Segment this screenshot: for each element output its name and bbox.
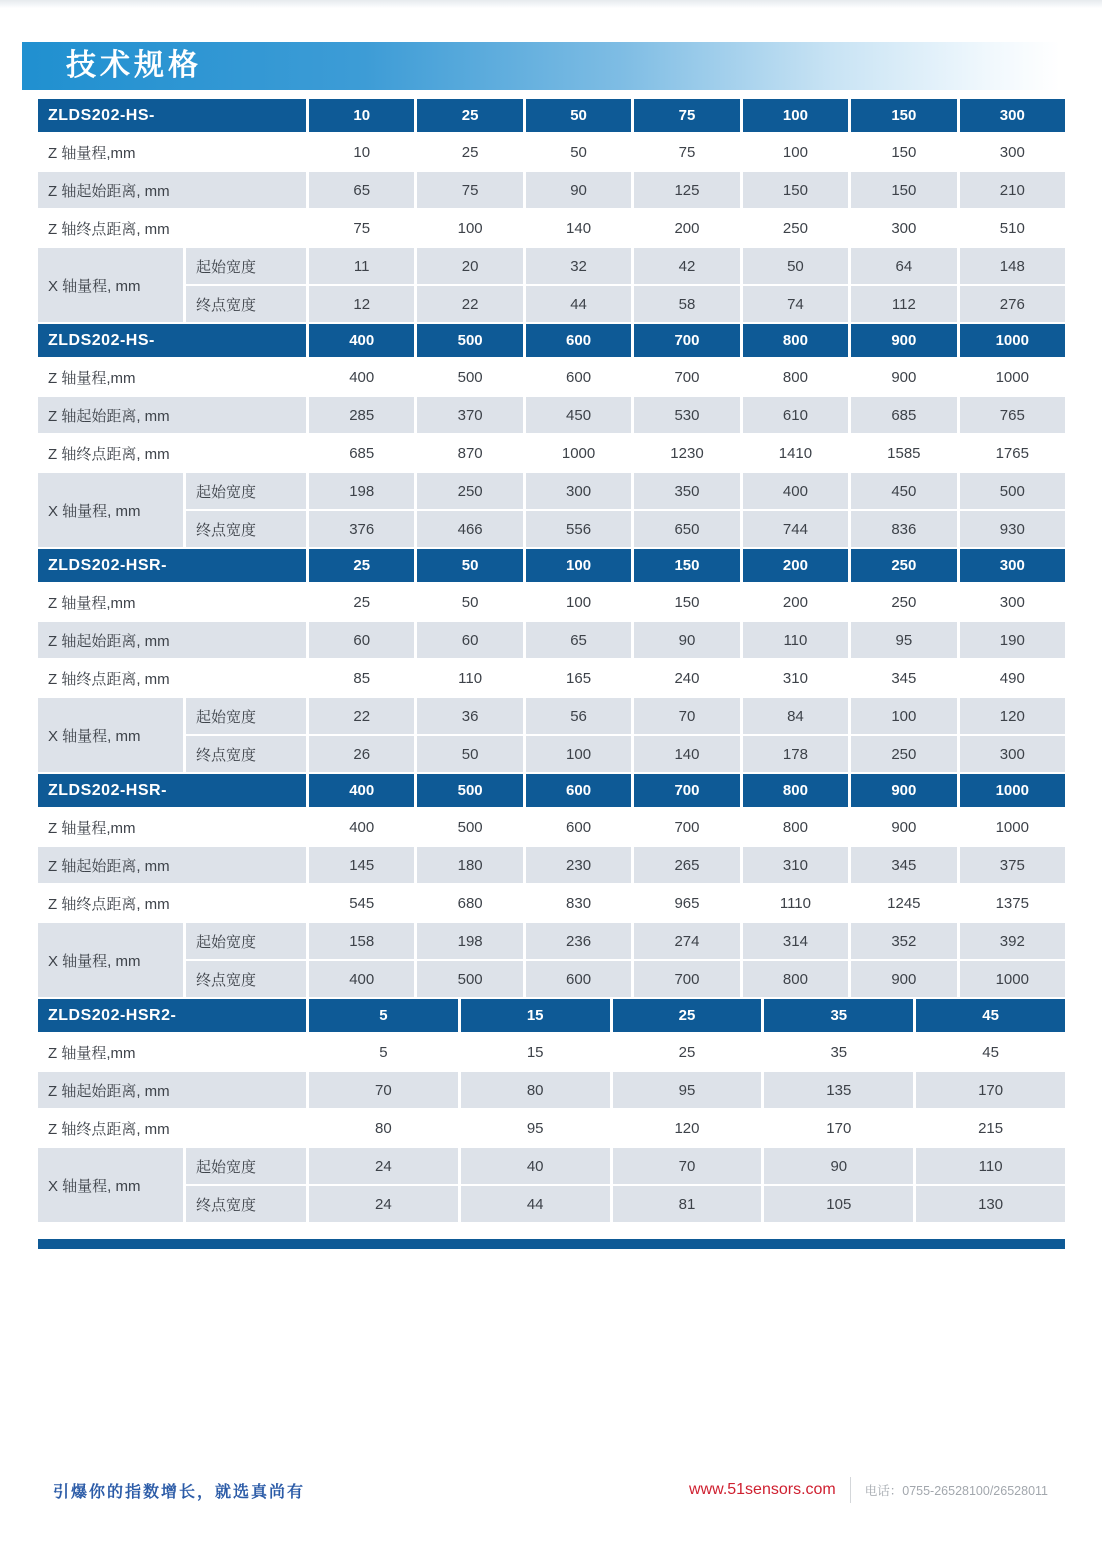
column-header: 200 bbox=[743, 549, 848, 582]
spec-table-section-1 bbox=[38, 99, 1065, 322]
table-cell: 100 bbox=[457, 219, 483, 237]
row-label-x-range: X 轴量程, mm bbox=[38, 923, 183, 997]
table-cell: 5 bbox=[379, 1043, 388, 1061]
table-cell: 965 bbox=[674, 894, 700, 912]
table-cell: 500 bbox=[457, 818, 483, 836]
column-header: 35 bbox=[764, 999, 913, 1032]
table-cell: 556 bbox=[526, 511, 631, 547]
table-cell: 400 bbox=[349, 818, 375, 836]
table-cell: 110 bbox=[458, 669, 483, 687]
bottom-divider-bar bbox=[38, 1239, 1065, 1249]
table-cell: 1110 bbox=[779, 894, 811, 912]
column-header: 100 bbox=[526, 549, 631, 582]
row-label: Z 轴起始距离, mm bbox=[38, 397, 306, 433]
table-cell: 236 bbox=[526, 923, 631, 959]
row-label: Z 轴终点距离, mm bbox=[48, 445, 170, 463]
table-cell: 150 bbox=[674, 593, 700, 611]
model-header: ZLDS202-HSR2- bbox=[38, 999, 306, 1032]
table-cell: 250 bbox=[891, 593, 917, 611]
table-cell: 130 bbox=[916, 1186, 1065, 1222]
column-header: 150 bbox=[851, 99, 956, 132]
table-cell: 15 bbox=[526, 1043, 544, 1061]
column-header: 800 bbox=[743, 324, 848, 357]
table-cell: 610 bbox=[743, 397, 848, 433]
table-cell: 44 bbox=[526, 286, 631, 322]
table-cell: 81 bbox=[613, 1186, 762, 1222]
row-label-x-range: X 轴量程, mm bbox=[38, 473, 183, 547]
table-cell: 70 bbox=[309, 1072, 458, 1108]
table-cell: 110 bbox=[743, 622, 848, 658]
row-label: Z 轴量程,mm bbox=[48, 594, 136, 612]
table-cell: 400 bbox=[743, 473, 848, 509]
row-label-x-range: X 轴量程, mm bbox=[38, 698, 183, 772]
table-cell: 836 bbox=[851, 511, 956, 547]
row-label-x-range: X 轴量程, mm bbox=[38, 248, 183, 322]
table-cell: 500 bbox=[457, 368, 483, 386]
table-cell: 75 bbox=[678, 143, 696, 161]
table-cell: 120 bbox=[674, 1119, 700, 1137]
sub-row-label: 终点宽度 bbox=[186, 1186, 306, 1222]
title-banner bbox=[22, 42, 1060, 90]
table-cell: 150 bbox=[891, 143, 917, 161]
table-cell: 165 bbox=[566, 669, 592, 687]
table-cell: 158 bbox=[309, 923, 414, 959]
column-header: 600 bbox=[526, 774, 631, 807]
table-cell: 45 bbox=[982, 1043, 999, 1061]
table-cell: 198 bbox=[417, 923, 522, 959]
table-cell: 800 bbox=[743, 961, 848, 997]
table-cell: 25 bbox=[461, 143, 479, 161]
table-cell: 744 bbox=[743, 511, 848, 547]
table-cell: 24 bbox=[309, 1148, 458, 1184]
column-header: 300 bbox=[960, 549, 1065, 582]
table-cell: 85 bbox=[353, 669, 371, 687]
table-cell: 200 bbox=[782, 593, 808, 611]
column-header: 1000 bbox=[960, 324, 1065, 357]
table-cell: 1375 bbox=[995, 894, 1029, 912]
table-cell: 80 bbox=[375, 1119, 392, 1137]
table-cell: 210 bbox=[960, 172, 1065, 208]
sub-row-label: 终点宽度 bbox=[186, 736, 306, 772]
table-cell: 700 bbox=[674, 368, 700, 386]
table-cell: 125 bbox=[634, 172, 739, 208]
table-cell: 545 bbox=[349, 894, 375, 912]
table-cell: 11 bbox=[309, 248, 414, 284]
column-header: 600 bbox=[526, 324, 631, 357]
table-cell: 870 bbox=[457, 444, 483, 462]
row-label: Z 轴量程,mm bbox=[48, 369, 136, 387]
table-cell: 1410 bbox=[778, 444, 813, 462]
table-cell: 42 bbox=[634, 248, 739, 284]
table-cell: 90 bbox=[526, 172, 631, 208]
table-cell: 50 bbox=[743, 248, 848, 284]
table-cell: 700 bbox=[674, 818, 700, 836]
table-cell: 100 bbox=[526, 736, 631, 772]
column-header: 700 bbox=[634, 774, 739, 807]
row-label: Z 轴起始距离, mm bbox=[38, 172, 306, 208]
table-cell: 100 bbox=[851, 698, 956, 734]
table-cell: 490 bbox=[999, 669, 1025, 687]
sub-row-label: 起始宽度 bbox=[186, 1148, 306, 1184]
column-header: 250 bbox=[851, 549, 956, 582]
table-cell: 140 bbox=[634, 736, 739, 772]
table-cell: 600 bbox=[566, 368, 592, 386]
table-cell: 178 bbox=[743, 736, 848, 772]
table-cell: 64 bbox=[851, 248, 956, 284]
table-cell: 352 bbox=[851, 923, 956, 959]
table-cell: 300 bbox=[891, 219, 917, 237]
footer-website-link[interactable]: www.51sensors.com bbox=[689, 1481, 836, 1498]
sub-row-label: 起始宽度 bbox=[186, 923, 306, 959]
table-cell: 75 bbox=[353, 219, 371, 237]
table-cell: 84 bbox=[743, 698, 848, 734]
column-header: 5 bbox=[309, 999, 458, 1032]
table-cell: 1000 bbox=[995, 818, 1029, 836]
table-cell: 1230 bbox=[670, 444, 704, 462]
table-cell: 830 bbox=[566, 894, 592, 912]
column-header: 10 bbox=[309, 99, 414, 132]
table-cell: 40 bbox=[461, 1148, 610, 1184]
table-cell: 500 bbox=[960, 473, 1065, 509]
table-cell: 450 bbox=[526, 397, 631, 433]
table-cell: 50 bbox=[570, 143, 587, 161]
table-cell: 510 bbox=[999, 219, 1025, 237]
table-cell: 105 bbox=[764, 1186, 913, 1222]
table-cell: 20 bbox=[417, 248, 522, 284]
table-cell: 215 bbox=[978, 1119, 1004, 1137]
page-top-edge bbox=[0, 0, 1102, 8]
column-header: 800 bbox=[743, 774, 848, 807]
spec-table-section-3 bbox=[38, 549, 1065, 772]
table-cell: 65 bbox=[526, 622, 631, 658]
table-cell: 198 bbox=[309, 473, 414, 509]
sub-row-label: 起始宽度 bbox=[186, 473, 306, 509]
table-cell: 300 bbox=[960, 736, 1065, 772]
table-cell: 95 bbox=[613, 1072, 762, 1108]
table-cell: 650 bbox=[634, 511, 739, 547]
table-cell: 10 bbox=[353, 143, 371, 161]
table-cell: 400 bbox=[349, 368, 375, 386]
table-cell: 90 bbox=[634, 622, 739, 658]
table-cell: 170 bbox=[826, 1119, 852, 1137]
table-cell: 60 bbox=[417, 622, 522, 658]
table-cell: 22 bbox=[417, 286, 522, 322]
row-label: Z 轴量程,mm bbox=[48, 144, 136, 162]
table-cell: 25 bbox=[353, 593, 371, 611]
table-cell: 345 bbox=[891, 669, 917, 687]
table-cell: 100 bbox=[566, 593, 592, 611]
table-cell: 140 bbox=[566, 219, 592, 237]
table-cell: 900 bbox=[891, 818, 917, 836]
table-cell: 26 bbox=[309, 736, 414, 772]
table-cell: 685 bbox=[349, 444, 375, 462]
table-cell: 300 bbox=[999, 143, 1025, 161]
sub-row-label: 起始宽度 bbox=[186, 698, 306, 734]
row-label: Z 轴量程,mm bbox=[48, 1044, 136, 1062]
column-header: 75 bbox=[634, 99, 739, 132]
table-cell: 930 bbox=[960, 511, 1065, 547]
table-cell: 1000 bbox=[561, 444, 596, 462]
table-cell: 148 bbox=[960, 248, 1065, 284]
table-cell: 1585 bbox=[887, 444, 921, 462]
table-cell: 345 bbox=[851, 847, 956, 883]
page-title: 技术规格 bbox=[66, 49, 202, 82]
column-header: 400 bbox=[309, 324, 414, 357]
table-cell: 58 bbox=[634, 286, 739, 322]
table-cell: 200 bbox=[674, 219, 700, 237]
table-cell: 180 bbox=[417, 847, 522, 883]
row-label: Z 轴量程,mm bbox=[48, 819, 136, 837]
table-cell: 530 bbox=[634, 397, 739, 433]
table-cell: 70 bbox=[613, 1148, 762, 1184]
column-header: 400 bbox=[309, 774, 414, 807]
table-cell: 190 bbox=[960, 622, 1065, 658]
column-header: 25 bbox=[613, 999, 762, 1032]
table-cell: 170 bbox=[916, 1072, 1065, 1108]
table-cell: 95 bbox=[526, 1119, 544, 1137]
table-cell: 300 bbox=[526, 473, 631, 509]
table-cell: 1000 bbox=[995, 368, 1029, 386]
column-header: 100 bbox=[743, 99, 848, 132]
table-cell: 60 bbox=[309, 622, 414, 658]
table-cell: 680 bbox=[457, 894, 483, 912]
table-cell: 22 bbox=[309, 698, 414, 734]
table-cell: 274 bbox=[634, 923, 739, 959]
table-cell: 50 bbox=[461, 593, 479, 611]
table-cell: 1765 bbox=[995, 444, 1029, 462]
column-header: 15 bbox=[461, 999, 610, 1032]
table-cell: 400 bbox=[309, 961, 414, 997]
table-cell: 150 bbox=[743, 172, 848, 208]
table-cell: 32 bbox=[526, 248, 631, 284]
table-cell: 1245 bbox=[887, 894, 921, 912]
table-cell: 900 bbox=[851, 961, 956, 997]
table-cell: 65 bbox=[309, 172, 414, 208]
column-header: 700 bbox=[634, 324, 739, 357]
column-header: 150 bbox=[634, 549, 739, 582]
model-header: ZLDS202-HSR- bbox=[38, 549, 306, 582]
column-header: 1000 bbox=[960, 774, 1065, 807]
table-cell: 310 bbox=[782, 669, 808, 687]
table-cell: 310 bbox=[743, 847, 848, 883]
table-cell: 230 bbox=[526, 847, 631, 883]
column-header: 900 bbox=[851, 774, 956, 807]
spec-table-section-4 bbox=[38, 774, 1065, 997]
table-cell: 56 bbox=[526, 698, 631, 734]
footer-phone: 电话：0755-26528100/26528011 bbox=[864, 1484, 1048, 1498]
table-cell: 100 bbox=[782, 143, 808, 161]
model-header: ZLDS202-HS- bbox=[38, 324, 306, 357]
table-cell: 135 bbox=[764, 1072, 913, 1108]
table-cell: 150 bbox=[851, 172, 956, 208]
table-cell: 265 bbox=[634, 847, 739, 883]
model-header: ZLDS202-HS- bbox=[38, 99, 306, 132]
table-cell: 110 bbox=[916, 1148, 1065, 1184]
table-cell: 466 bbox=[417, 511, 522, 547]
table-cell: 276 bbox=[960, 286, 1065, 322]
table-cell: 900 bbox=[891, 368, 917, 386]
table-cell: 25 bbox=[678, 1043, 696, 1061]
column-header: 25 bbox=[309, 549, 414, 582]
table-cell: 95 bbox=[851, 622, 956, 658]
footer-vertical-divider bbox=[850, 1477, 851, 1503]
row-label: Z 轴终点距离, mm bbox=[48, 895, 170, 913]
row-label: Z 轴终点距离, mm bbox=[48, 220, 170, 238]
model-header: ZLDS202-HSR- bbox=[38, 774, 306, 807]
spec-tables-container bbox=[0, 99, 1102, 1222]
sub-row-label: 终点宽度 bbox=[186, 511, 306, 547]
table-cell: 250 bbox=[782, 219, 808, 237]
table-cell: 250 bbox=[851, 736, 956, 772]
table-cell: 700 bbox=[634, 961, 739, 997]
table-cell: 240 bbox=[674, 669, 700, 687]
table-cell: 765 bbox=[960, 397, 1065, 433]
column-header: 900 bbox=[851, 324, 956, 357]
table-cell: 70 bbox=[634, 698, 739, 734]
table-cell: 600 bbox=[526, 961, 631, 997]
table-cell: 24 bbox=[309, 1186, 458, 1222]
table-cell: 74 bbox=[743, 286, 848, 322]
row-label: Z 轴起始距离, mm bbox=[38, 1072, 306, 1108]
table-cell: 500 bbox=[417, 961, 522, 997]
table-cell: 50 bbox=[417, 736, 522, 772]
spec-table-section-2 bbox=[38, 324, 1065, 547]
table-cell: 375 bbox=[960, 847, 1065, 883]
table-cell: 392 bbox=[960, 923, 1065, 959]
table-cell: 35 bbox=[830, 1043, 848, 1061]
table-cell: 250 bbox=[417, 473, 522, 509]
table-cell: 350 bbox=[634, 473, 739, 509]
table-cell: 600 bbox=[566, 818, 592, 836]
footer bbox=[53, 1477, 1048, 1503]
column-header: 50 bbox=[417, 549, 522, 582]
row-label: Z 轴终点距离, mm bbox=[48, 1120, 170, 1138]
table-cell: 120 bbox=[960, 698, 1065, 734]
sub-row-label: 终点宽度 bbox=[186, 286, 306, 322]
column-header: 25 bbox=[417, 99, 522, 132]
table-cell: 314 bbox=[743, 923, 848, 959]
table-cell: 145 bbox=[309, 847, 414, 883]
table-cell: 112 bbox=[851, 286, 956, 322]
sub-row-label: 起始宽度 bbox=[186, 248, 306, 284]
table-cell: 44 bbox=[461, 1186, 610, 1222]
row-label: Z 轴起始距离, mm bbox=[38, 622, 306, 658]
spec-table-section-5 bbox=[38, 999, 1065, 1222]
column-header: 300 bbox=[960, 99, 1065, 132]
table-cell: 800 bbox=[782, 368, 808, 386]
table-cell: 1000 bbox=[960, 961, 1065, 997]
table-cell: 285 bbox=[309, 397, 414, 433]
table-cell: 450 bbox=[851, 473, 956, 509]
footer-slogan: 引爆你的指数增长，就选真尚有 bbox=[53, 1483, 306, 1501]
table-cell: 800 bbox=[782, 818, 808, 836]
table-cell: 300 bbox=[999, 593, 1025, 611]
sub-row-label: 终点宽度 bbox=[186, 961, 306, 997]
table-cell: 36 bbox=[417, 698, 522, 734]
table-cell: 12 bbox=[309, 286, 414, 322]
row-label-x-range: X 轴量程, mm bbox=[38, 1148, 183, 1222]
table-cell: 370 bbox=[417, 397, 522, 433]
table-cell: 75 bbox=[417, 172, 522, 208]
table-cell: 376 bbox=[309, 511, 414, 547]
table-cell: 80 bbox=[461, 1072, 610, 1108]
table-cell: 90 bbox=[764, 1148, 913, 1184]
row-label: Z 轴终点距离, mm bbox=[48, 670, 170, 688]
row-label: Z 轴起始距离, mm bbox=[38, 847, 306, 883]
column-header: 500 bbox=[417, 774, 522, 807]
table-cell: 685 bbox=[851, 397, 956, 433]
column-header: 45 bbox=[916, 999, 1065, 1032]
column-header: 50 bbox=[526, 99, 631, 132]
footer-contact-group bbox=[689, 1477, 1048, 1503]
column-header: 500 bbox=[417, 324, 522, 357]
